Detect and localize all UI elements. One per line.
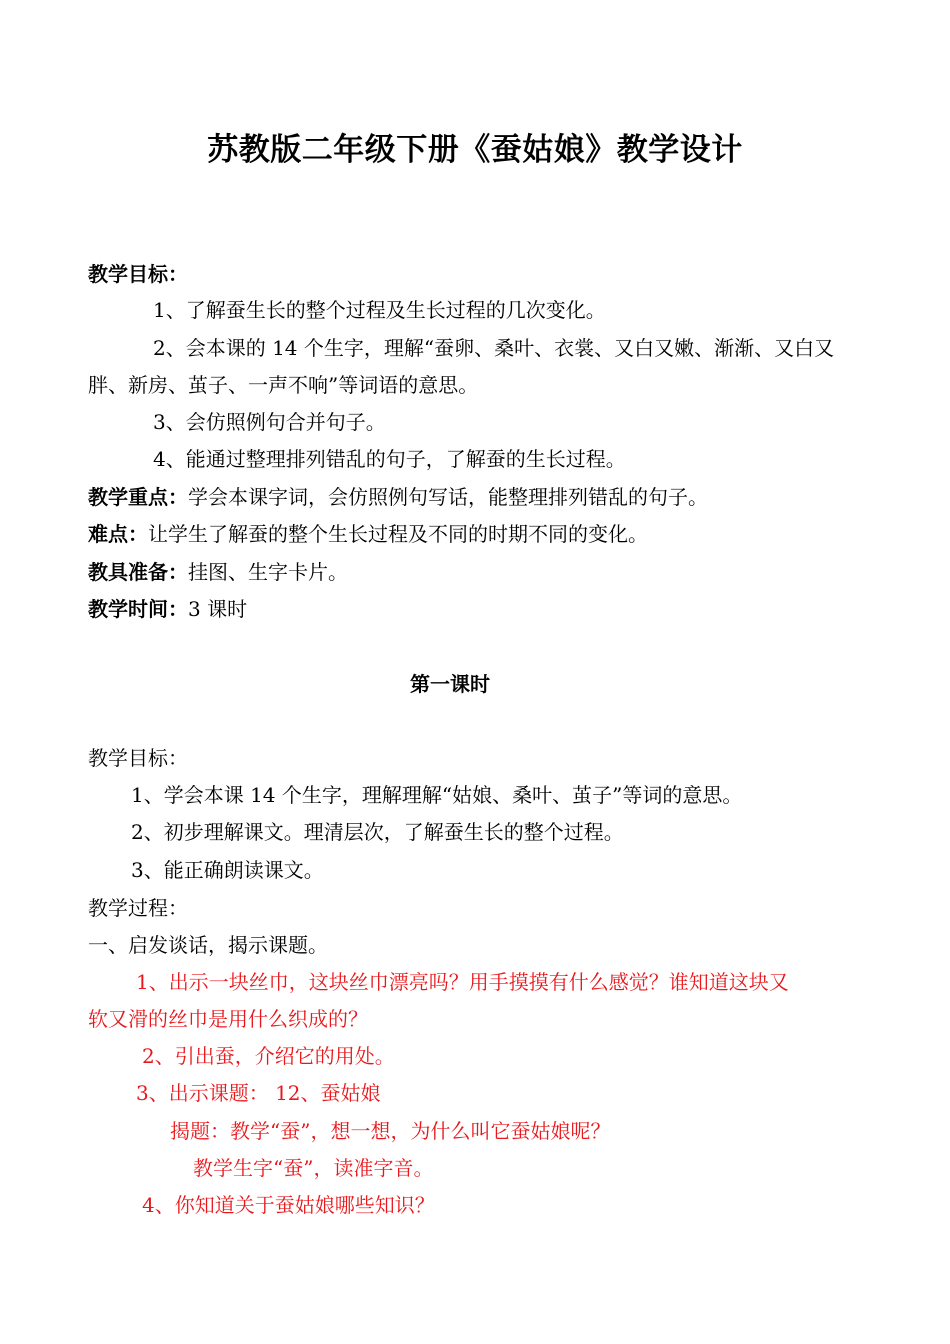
lesson1-goal-1: 1、学会本课 14 个生字，理解理解“姑娘、桑叶、茧子”等词的意思。	[131, 783, 743, 807]
lesson1-goals-heading: 教学目标：	[88, 746, 188, 770]
step-1: 1、出示一块丝巾，这块丝巾漂亮吗？用手摸摸有什么感觉？谁知道这块又	[136, 970, 789, 994]
materials	[88, 560, 348, 584]
lesson1-title: 第一课时	[410, 672, 490, 696]
goals-heading: 教学目标：	[88, 262, 188, 286]
goal-item-3: 3、会仿照例句合并句子。	[153, 410, 386, 434]
duration	[88, 597, 247, 621]
duration-label: 教学时间：	[88, 597, 188, 621]
goal-item-2: 2、会本课的 14 个生字，理解“蚕卵、桑叶、衣裳、又白又嫩、渐渐、又白又	[153, 336, 835, 360]
section-1-heading: 一、启发谈话，揭示课题。	[88, 933, 328, 957]
key-points	[88, 485, 708, 509]
materials-text: 挂图、生字卡片。	[188, 560, 348, 584]
duration-text: 3 课时	[188, 597, 248, 621]
process-heading: 教学过程：	[88, 896, 188, 920]
step-1-continued: 软又滑的丝巾是用什么织成的？	[88, 1007, 368, 1031]
document-title: 苏教版二年级下册《蚕姑娘》教学设计	[207, 132, 743, 168]
step-4: 4、你知道关于蚕姑娘哪些知识？	[142, 1193, 435, 1217]
difficulty-label: 难点：	[88, 522, 148, 546]
difficulty-text: 让学生了解蚕的整个生长过程及不同的时期不同的变化。	[148, 522, 648, 546]
lesson1-goal-3: 3、能正确朗读课文。	[131, 858, 324, 882]
difficulty	[88, 522, 648, 546]
goal-item-2-continued: 胖、新房、茧子、一声不响”等词语的意思。	[88, 373, 479, 397]
lesson1-goal-2: 2、初步理解课文。理清层次，了解蚕生长的整个过程。	[131, 820, 624, 844]
goal-item-4: 4、能通过整理排列错乱的句子，了解蚕的生长过程。	[153, 447, 626, 471]
step-3-reveal: 揭题：教学“蚕”，想一想，为什么叫它蚕姑娘呢？	[170, 1119, 611, 1143]
step-2: 2、引出蚕，介绍它的用处。	[142, 1044, 395, 1068]
key-points-label: 教学重点：	[88, 485, 188, 509]
key-points-text: 学会本课字词，会仿照例句写话，能整理排列错乱的句子。	[188, 485, 708, 509]
step-3: 3、出示课题： 12、蚕姑娘	[136, 1081, 381, 1105]
materials-label: 教具准备：	[88, 560, 188, 584]
step-3-character: 教学生字“蚕”，读准字音。	[193, 1156, 434, 1180]
goal-item-1: 1、了解蚕生长的整个过程及生长过程的几次变化。	[153, 298, 606, 322]
